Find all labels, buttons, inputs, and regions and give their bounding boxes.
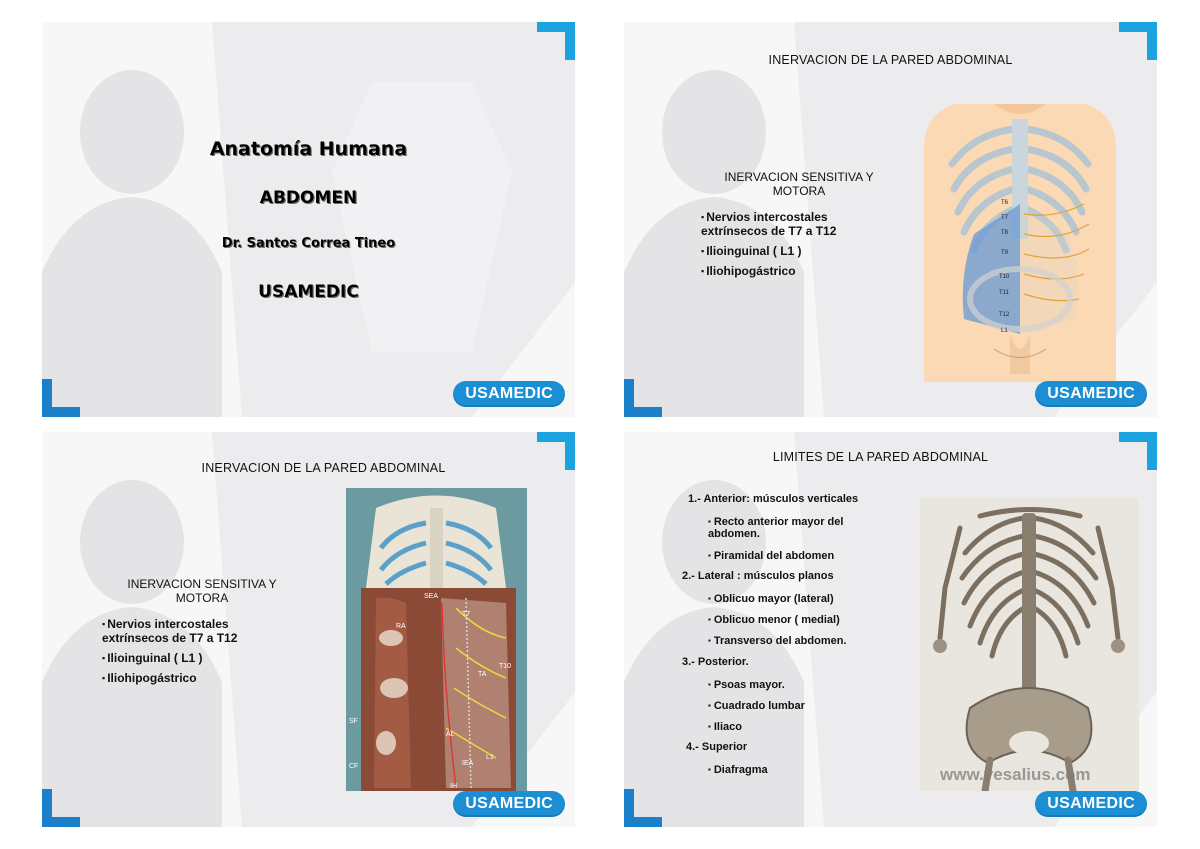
course-title: Anatomía Humana — [209, 138, 408, 160]
brand-badge: USAMEDIC — [1035, 381, 1147, 407]
svg-text:T11: T11 — [999, 290, 1009, 296]
limits-list-item: ▪ Diafragma — [708, 764, 768, 776]
bullet-item: ▪ Nervios intercostales — [701, 210, 828, 224]
torso-dermatome-figure — [924, 104, 1116, 382]
svg-text:AL: AL — [446, 731, 455, 738]
limits-list-superior-header: 4.- Superior — [686, 741, 748, 753]
svg-text:IH: IH — [450, 783, 457, 790]
slide-abdominal-limits — [624, 432, 1157, 827]
brand-badge: USAMEDIC — [453, 381, 565, 407]
svg-text:T10: T10 — [999, 274, 1010, 280]
limits-list-item: ▪ Cuadrado lumbar — [708, 700, 805, 712]
svg-text:RA: RA — [396, 623, 406, 630]
brand-badge: USAMEDIC — [453, 791, 565, 817]
topic-title: ABDOMEN — [259, 188, 358, 208]
svg-text:SEA: SEA — [424, 593, 439, 600]
svg-text:L1: L1 — [486, 754, 494, 761]
svg-text:CF: CF — [349, 763, 359, 770]
image-watermark: www.vesalius.com — [940, 765, 1091, 784]
svg-text:T7: T7 — [462, 611, 471, 618]
author-name: Dr. Santos Correa Tineo — [221, 236, 396, 251]
dermatome-illustration — [924, 104, 1116, 382]
svg-text:TA: TA — [478, 671, 487, 678]
limits-list-anterior-header: 1.- Anterior: músculos verticales — [688, 493, 859, 505]
corner-accent-bottom-left — [42, 789, 80, 827]
skeleton-figure — [920, 498, 1139, 791]
corner-accent-bottom-left — [624, 379, 662, 417]
svg-text:T7: T7 — [1001, 215, 1009, 221]
label-t6: T6 — [1001, 200, 1009, 206]
bullet-list — [701, 210, 836, 278]
bullet-item: ▪ Nervios intercostales — [102, 617, 229, 631]
bullet-item: ▪ Iliohipogástrico — [102, 671, 197, 685]
slide-title: INERVACION DE LA PARED ABDOMINAL — [201, 461, 446, 475]
skeleton-photo — [920, 498, 1139, 791]
svg-text:T8: T8 — [1001, 230, 1009, 236]
limits-list-item-cont: abdomen. — [708, 528, 760, 540]
slide-innervation-diagram — [624, 22, 1157, 417]
limits-list-item: ▪ Piramidal del abdomen — [708, 550, 835, 562]
bullet-item: ▪ Ilioinguinal ( L1 ) — [102, 651, 203, 665]
corner-accent-bottom-left — [624, 789, 662, 827]
svg-text:T10: T10 — [499, 663, 512, 670]
limits-list-item: ▪ Oblicuo mayor (lateral) — [708, 593, 834, 605]
svg-text:T12: T12 — [999, 312, 1010, 318]
bullet-item: ▪ Iliohipogástrico — [701, 264, 796, 278]
subtitle-line-1: INERVACION SENSITIVA Y — [127, 577, 277, 591]
svg-text:L1: L1 — [1001, 328, 1008, 334]
limits-list-item: ▪ Oblicuo menor ( medial) — [708, 614, 840, 626]
bullet-item: ▪ Ilioinguinal ( L1 ) — [701, 244, 802, 258]
subtitle-line-2: MOTORA — [175, 591, 229, 605]
limits-list-item: ▪ Recto anterior mayor del — [708, 516, 844, 528]
abdominal-dissection-figure — [346, 488, 527, 791]
svg-text:IEA: IEA — [462, 760, 474, 767]
bullet-item-cont: extrínsecos de T7 a T12 — [102, 631, 238, 645]
section-subtitle — [699, 170, 899, 198]
doctor-watermark — [42, 22, 575, 417]
corner-accent-bottom-left — [42, 379, 80, 417]
limits-list-posterior-header: 3.- Posterior. — [682, 656, 749, 668]
svg-text:T9: T9 — [1001, 250, 1009, 256]
limits-list-item: ▪ Psoas mayor. — [708, 679, 785, 691]
slide-title: INERVACION DE LA PARED ABDOMINAL — [768, 53, 1013, 67]
subtitle-line-1: INERVACION SENSITIVA Y — [724, 170, 874, 184]
limits-list-item: ▪ Transverso del abdomen. — [708, 635, 847, 647]
bullet-list — [102, 617, 237, 685]
section-subtitle — [102, 577, 302, 605]
brand-badge: USAMEDIC — [1035, 791, 1147, 817]
corner-accent-top-right — [537, 22, 575, 60]
limits-list-item: ▪ Iliaco — [708, 721, 742, 733]
dissection-photo — [346, 488, 527, 791]
slide-title — [42, 22, 575, 417]
bullet-item-cont: extrínsecos de T7 a T12 — [701, 224, 837, 238]
limits-list-lateral-header: 2.- Lateral : músculos planos — [682, 570, 834, 582]
slide-innervation-dissection — [42, 432, 575, 827]
slide-title: LIMITES DE LA PARED ABDOMINAL — [772, 450, 989, 464]
svg-text:SF: SF — [349, 718, 358, 725]
subtitle-line-2: MOTORA — [772, 184, 826, 198]
institution-name: USAMEDIC — [258, 282, 359, 302]
